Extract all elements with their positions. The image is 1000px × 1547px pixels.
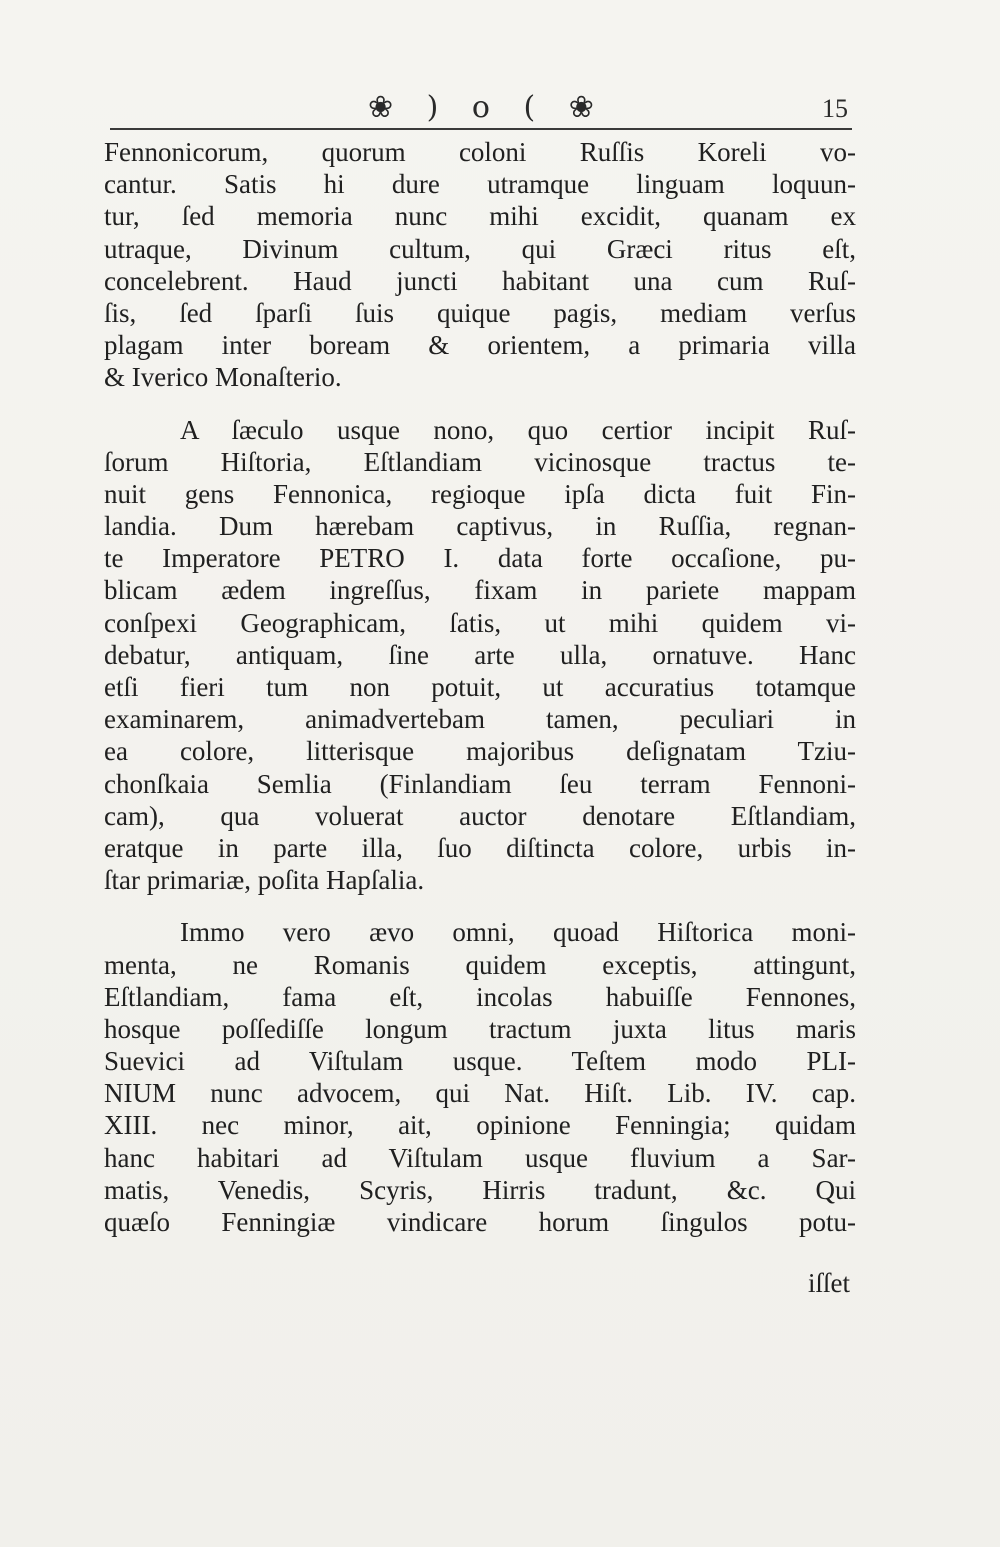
text-line: nuit gens Fennonica, regioque ipſa dicta fuit Fin- [104,478,856,509]
catchword: iſſet [808,1268,850,1298]
body-text [104,136,856,1238]
text-line: hosque poſſediſſe longum tractum juxta litus maris [104,1013,856,1044]
text-line: Eſtlandiam, fama eſt, incolas habuiſſe Fennones, [104,981,856,1012]
header-ornament: ❀ ) o ( ❀ [368,90,606,125]
text-line: ſtar primariæ, poſita Hapſalia. [104,865,425,896]
text-line: debatur, antiquam, ſine arte ulla, ornatuve. Hanc [104,639,856,670]
running-header [100,82,852,130]
text-line: cantur. Satis hi dure utramque linguam loquun- [104,169,856,200]
text-line: etſi fieri tum non potuit, ut accuratius totamque [104,672,856,702]
text-line: ea colore, litterisque majoribus deſignatam Tziu- [104,736,856,767]
text-line: conſpexi Geographicam, ſatis, ut mihi quidem vi- [104,607,856,638]
text-line: te Imperatore PETRO I. data forte occaſione, pu- [104,543,856,574]
text-line: ſis, ſed ſparſi ſuis quique pagis, mediam verſus [104,297,856,328]
text-line: menta, ne Romanis quidem exceptis, attingunt, [104,949,856,980]
text-line: examinarem, animadvertebam tamen, peculiari in [104,704,856,735]
text-line: ſorum Hiſtoria, Eſtlandiam vicinosque tractus te- [104,446,856,477]
text-line: Fennonicorum, quorum coloni Ruſſis Koreli vo- [104,137,856,167]
text-line: chonſkaia Semlia (Finlandiam ſeu terram Fennoni- [104,768,856,799]
text-line: XIII. nec minor, ait, opinione Fenningia; quidam [104,1110,856,1141]
text-line: matis, Venedis, Scyris, Hirris tradunt, &c. Qui [104,1174,856,1205]
text-line: plagam inter boream & orientem, a primaria villa [104,330,856,361]
text-line: A ſæculo usque nono, quo certior incipit Ruſ- [180,414,856,445]
text-line: Immo vero ævo omni, quoad Hiſtorica moni- [180,917,856,948]
paragraph-3 [104,916,856,1238]
header-rule [110,128,852,130]
page-number: 15 [822,94,848,123]
text-line: quæſo Fenningiæ vindicare horum ſingulos potu- [104,1207,856,1237]
paragraph-gap [104,896,856,916]
text-line: cam), qua voluerat auctor denotare Eſtlandiam, [104,800,856,831]
text-line: & Iverico Monaſterio. [104,362,342,393]
paragraph-1 [104,136,856,394]
text-line: concelebrent. Haud juncti habitant una cum Ruſ- [104,265,856,296]
text-line: blicam ædem ingreſſus, fixam in pariete mappam [104,575,856,606]
paragraph-gap [104,394,856,414]
text-line: utraque, Divinum cultum, qui Græci ritus eſt, [104,233,856,264]
text-line: tur, ſed memoria nunc mihi excidit, quanam ex [104,201,856,232]
paragraph-2 [104,414,856,897]
text-line: NIUM nunc advocem, qui Nat. Hiſt. Lib. IV. cap. [104,1078,856,1109]
text-line: hanc habitari ad Viſtulam usque fluvium a Sar- [104,1142,856,1173]
text-line: Suevici ad Viſtulam usque. Teſtem modo PLI- [104,1046,856,1077]
text-line: eratque in parte illa, ſuo diſtincta colore, urbis in- [104,832,856,863]
text-line: landia. Dum hærebam captivus, in Ruſſia, regnan- [104,511,856,542]
